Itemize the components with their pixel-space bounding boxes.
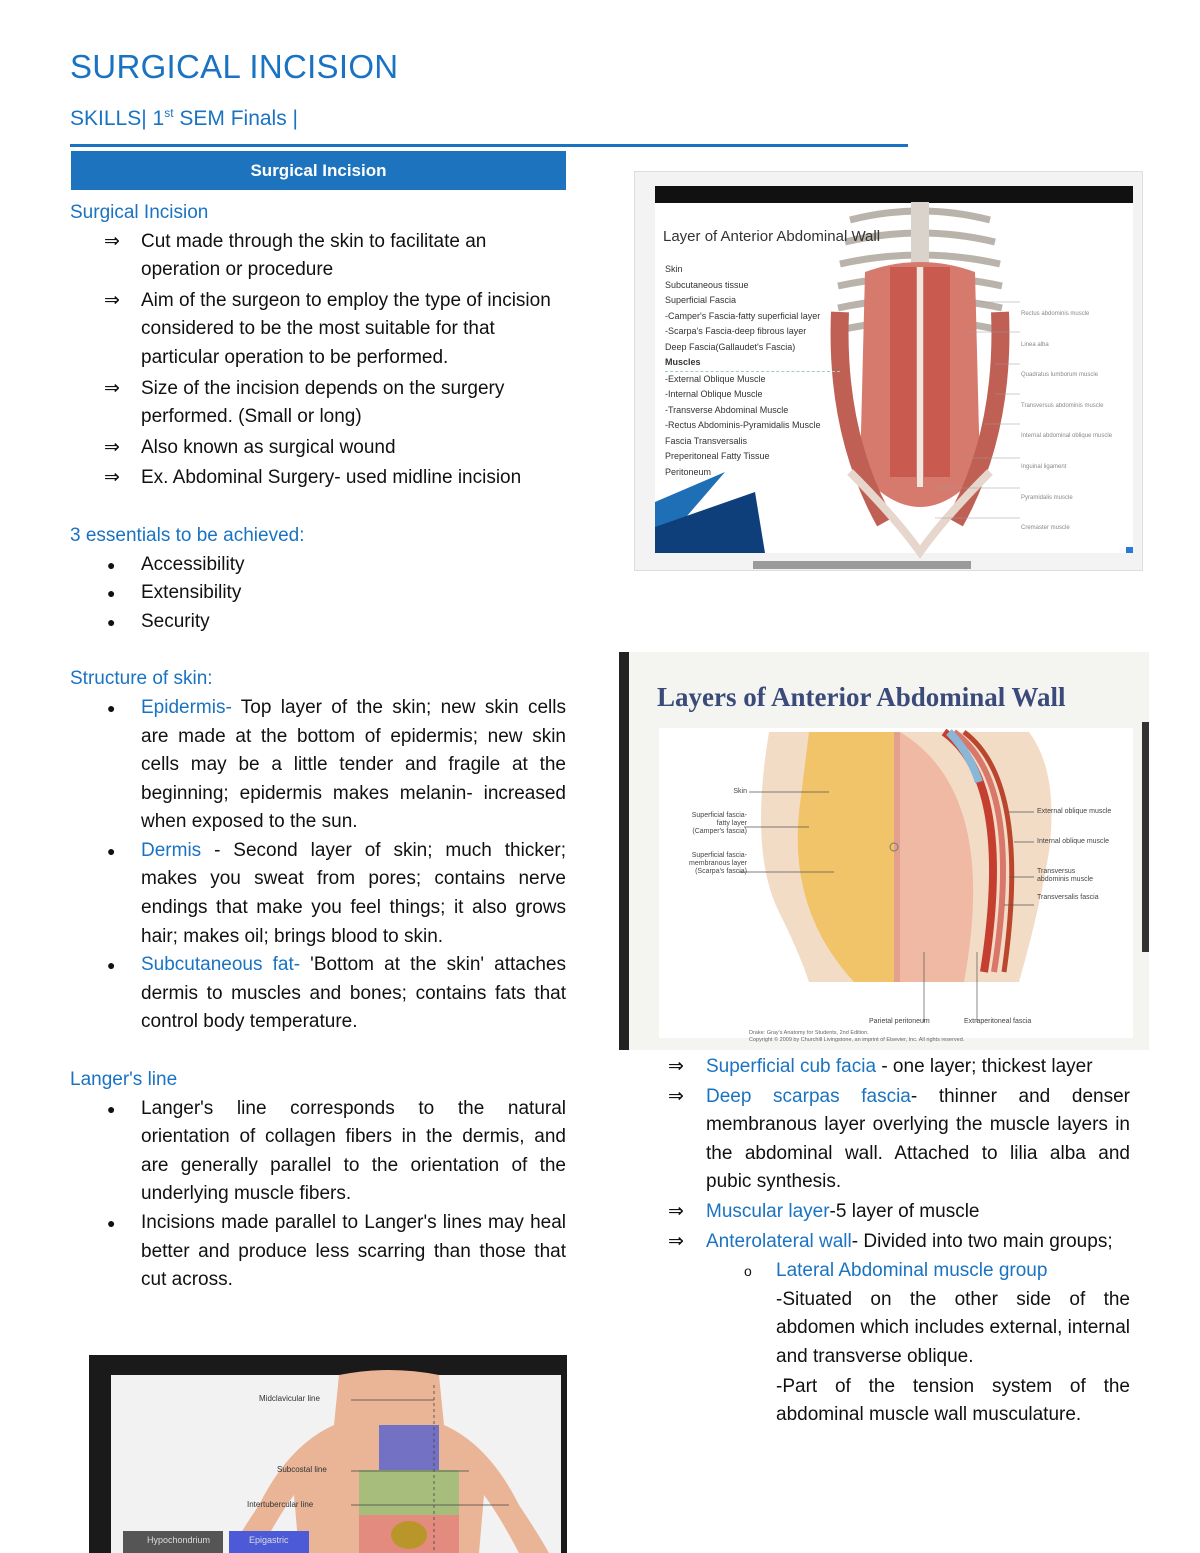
slide-labels: Rectus abdominis muscle Linea alba Quadratus lumborum muscle Transversus abdominis muscle Internal abdominal oblique muscle Inguinal ligament Pyramidalis muscle Cremaster muscle	[1021, 311, 1113, 532]
section-bar: Surgical Incision	[71, 151, 566, 190]
list-item: ● Langer's line corresponds to the natural orientation of collagen fibers in the dermis, and are generally parallel to the orientation of the underlying muscle fibers.	[107, 1097, 566, 1205]
list-item: ⇒ Anterolateral wall- Divided into two main groups;	[668, 1230, 1113, 1252]
document-subtitle: SKILLS| 1st SEM Finals |	[70, 106, 299, 130]
list-item: ⇒ Muscular layer-5 layer of muscle	[668, 1200, 980, 1222]
parietal-peritoneum-label: Parietal peritoneum	[869, 1018, 930, 1025]
midclavicular-label: Midclavicular line	[259, 1394, 320, 1403]
heading-essentials: 3 essentials to be achieved:	[70, 524, 305, 546]
list-item: ⇒ Deep scarpas fascia- thinner and denser membranous layer overlying the muscle layers in the abdominal wall. Attached to lilia alba and pubic synthesis.	[668, 1085, 1130, 1193]
left-column	[70, 199, 566, 1295]
list-item: ● Subcutaneous fat- 'Bottom at the skin' attaches dermis to muscles and bones; contains fats that control body temperature.	[107, 954, 566, 1033]
list-item: ⇒ Size of the incision depends on the surgery performed. (Small or long)	[104, 377, 505, 428]
heading-skin: Structure of skin:	[70, 668, 213, 690]
list-item: ● Dermis - Second layer of skin; much thicker; makes you sweat from pores; contains nerve endings that make you feel things; it also grows hair; makes oil; brings blood to skin.	[107, 839, 566, 947]
list-item: ● Extensibility	[107, 582, 242, 604]
list-item: ⇒ Superficial cub facia - one layer; thickest layer	[668, 1056, 1093, 1077]
sub-paragraph: -Part of the tension system of the abdominal muscle wall musculature.	[776, 1375, 1130, 1426]
figure-abdominal-layers	[619, 652, 1149, 1050]
extraperitoneal-fascia-label: Extraperitoneal fascia	[964, 1018, 1032, 1025]
heading-surgical-incision: Surgical Incision	[70, 202, 209, 223]
header-rule	[70, 144, 908, 147]
left-labels: Skin Superficial fascia- fatty layer (Camper's fascia) Superficial fascia- membranous layer (Scarpa's fascia)	[689, 788, 747, 875]
sub-paragraph: -Situated on the other side of the abdomen which includes external, internal and transverse oblique.	[776, 1288, 1130, 1367]
slide-title: Layer of Anterior Abdominal Wall	[663, 228, 881, 245]
heading-langer: Langer's line	[70, 1069, 178, 1091]
list-item: ⇒ Also known as surgical wound	[104, 436, 396, 458]
subcostal-label: Subcostal line	[277, 1465, 327, 1474]
document-title: SURGICAL INCISION	[70, 48, 399, 85]
list-item: ⇒ Ex. Abdominal Surgery- used midline incision	[104, 467, 522, 489]
sub-list-item: o Lateral Abdominal muscle group	[744, 1260, 1048, 1282]
intertubercular-label: Intertubercular line	[247, 1500, 314, 1509]
figure-abdominal-wall-slide	[634, 171, 1143, 571]
hypochondrium-tag: Hypochondrium	[147, 1535, 211, 1545]
epigastric-tag: Epigastric	[249, 1535, 289, 1545]
list-item: ● Accessibility	[107, 553, 245, 575]
list-item: ⇒ Aim of the surgeon to employ the type of incision considered to be the most suitable for that particular operation to be performed.	[104, 289, 551, 368]
right-column	[668, 1053, 1130, 1430]
slide-list: Skin Subcutaneous tissue Superficial Fascia -Camper's Fascia-fatty superficial layer -Scarpa's Fascia-deep fibrous layer Deep Fascia(Gallaudet's Fascia) Muscles -External Oblique Muscle -Internal Oblique Muscle -Transverse Abdominal Muscle -Rectus Abdominis-Pyramidalis Muscle Fascia Transversalis Preperitoneal Fatty Tissue Peritoneum	[665, 262, 840, 480]
figure-title: Layers of Anterior Abdominal Wall	[657, 682, 1066, 712]
list-item: ● Incisions made parallel to Langer's lines may heal better and produce less scarring than those that cut across.	[107, 1212, 566, 1291]
list-item: ⇒ Cut made through the skin to facilitate an operation or procedure	[104, 230, 487, 281]
credit: Drake: Gray's Anatomy for Students, 2nd Edition. Copyright © 2009 by Churchill Livingstone, an imprint of Elsevier, Inc. All rights reserved.	[749, 1030, 965, 1043]
list-item: ● Security	[107, 610, 210, 632]
right-labels: External oblique muscle Internal oblique muscle Transversus abdominis muscle Transversalis fascia	[1037, 808, 1112, 901]
list-item: ● Epidermis- Top layer of the skin; new skin cells are made at the bottom of epidermis; new skin cells may be a little tender and fragile at the beginning; epidermis makes melanin- increased when exposed to the sun.	[107, 696, 566, 833]
regions-graphic	[89, 1355, 567, 1553]
figure-abdominal-regions	[89, 1355, 567, 1553]
